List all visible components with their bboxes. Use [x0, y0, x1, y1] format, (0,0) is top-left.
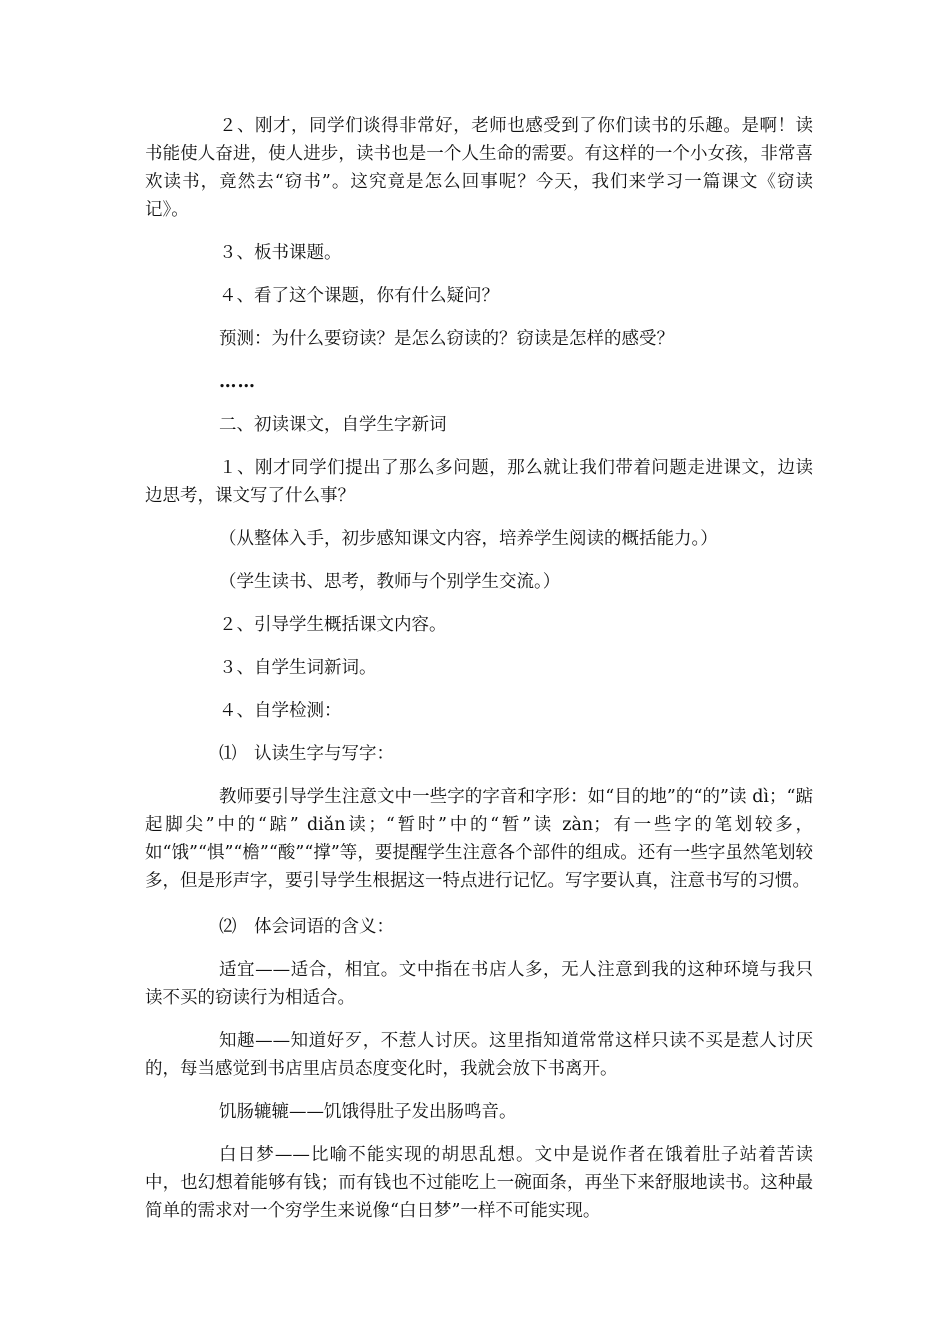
paragraph-note-1: （从整体入手，初步感知课文内容，培养学生阅读的概括能力。）: [219, 529, 718, 549]
section-heading-2: 二、初读课文，自学生字新词: [219, 415, 447, 435]
paragraph-intro-2: ２、刚才，同学们谈得非常好，老师也感受到了你们读书的乐趣。是啊！读书能使人奋进，使人进步，读书也是一个人生命的需要。有这样的一个小女孩，非常喜欢读书，竟然去“窃书”。这究竟是怎么回事呢？今天，我们来学习一篇课文《窃读记》。: [145, 116, 813, 220]
paragraph-character-guidance: 教师要引导学生注意文中一些字的字音和字形：如“目的地”的“的”读 dì；“踮起脚尖”中的“踮” diǎn读；“暂时”中的“暂”读 zàn；有一些字的笔划较多，如“饿”“惧”“檐”“酸”“撑”等，要提醒学生注意各个部件的组成。还有一些字虽然笔划较多，但是形声字，要引导学生根据这一特点进行记忆。写字要认真，注意书写的习惯。: [145, 787, 813, 891]
paragraph-prediction: 预测：为什么要窃读？是怎么窃读的？窃读是怎样的感受？: [219, 329, 674, 349]
paragraph-read-step-4: ４、自学检测：: [219, 701, 342, 721]
paragraph-read-step-3: ３、自学生词新词。: [219, 658, 377, 678]
vocab-shiyi: 适宜——适合，相宜。文中指在书店人多，无人注意到我的这种环境与我只读不买的窃读行为相适合。: [145, 960, 813, 1008]
paragraph-note-2: （学生读书、思考，教师与个别学生交流。）: [219, 572, 561, 592]
vocab-bairimeng: 白日梦——比喻不能实现的胡思乱想。文中是说作者在饿着肚子站着苦读中，也幻想着能够有钱；而有钱也不过能吃上一碗面条，再坐下来舒服地读书。这种最简单的需求对一个穷学生来说像“白日梦”一样不可能实现。: [145, 1145, 813, 1221]
subheading-vocabulary: ⑵ 体会词语的含义：: [219, 917, 394, 937]
paragraph-read-step-1: １、刚才同学们提出了那么多问题，那么就让我们带着问题走进课文，边读边思考，课文写了什么事？: [145, 458, 813, 506]
paragraph-step-3: ３、板书课题。: [219, 243, 342, 263]
vocab-zhiqu: 知趣——知道好歹，不惹人讨厌。这里指知道常常这样只读不买是惹人讨厌的，每当感觉到书店里店员态度变化时，我就会放下书离开。: [145, 1031, 813, 1079]
paragraph-step-4: ４、看了这个课题，你有什么疑问？: [219, 286, 499, 306]
subheading-characters: ⑴ 认读生字与写字：: [219, 744, 394, 764]
paragraph-ellipsis: ……: [219, 372, 256, 392]
document-body: [145, 112, 813, 1240]
paragraph-read-step-2: ２、引导学生概括课文内容。: [219, 615, 447, 635]
vocab-jichanglulu: 饥肠辘辘——饥饿得肚子发出肠鸣音。: [219, 1102, 517, 1122]
